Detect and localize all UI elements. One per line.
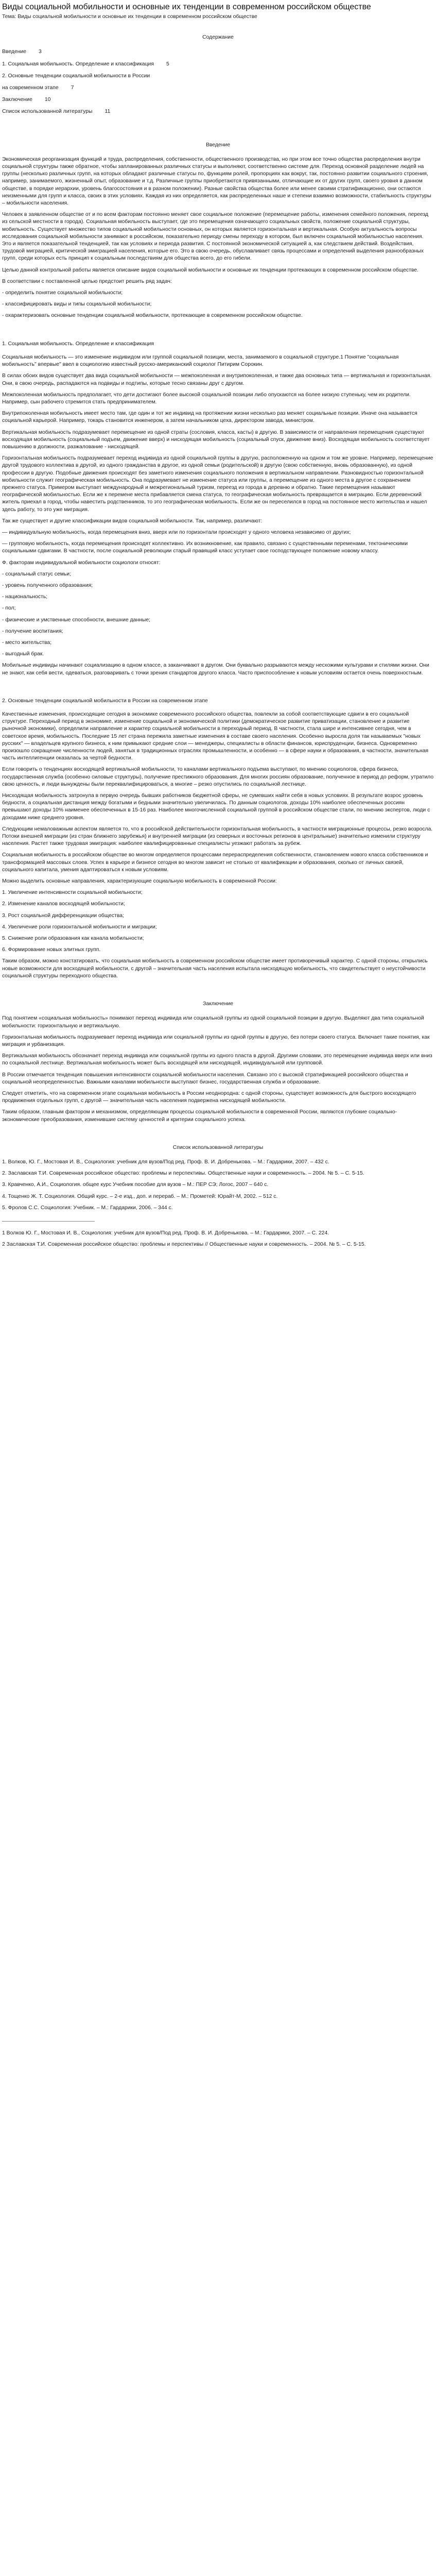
bibliography-heading: Список использованной литературы — [172, 1144, 264, 1150]
paragraph: Следует отметить, что на современном этапе социальная мобильность в России неоднородна: с одной стороны, существует возможность для быстрого восходящего продвижения отдельных групп, с другой — значительная часть населения подвержена нисходящей мобильности. — [2, 1090, 416, 1104]
paragraph: Следующим немаловажным аспектом является то, что в российской действительности горизонтальная мобильность, в частности миграционные процессы, резко возросла. Потоки внешней миграции (из стран ближнего зарубежья) и внутренней миграции (из северных и восточных регионов в центральные) значительно изменили структуру населения. Растет также трудовая эмиграция: наиболее квалифицированные специалисты уезжают работать за рубеж. — [2, 826, 433, 847]
paragraph: Вертикальная мобильность подразумевает перемещение из одной страты (сословия, класса, касты) в другую. В зависимости от направления перемещения существуют восходящая мобильность (социальный подъем, движение вверх) и нисходящая мобильность (социальный спуск, движение вниз). Восходящая мобильность соответствует повышению в должности, разжалование - нисходящей. — [2, 429, 430, 450]
bibliography-item: 3. Кравченко, А.И., Социология. общее курс Учебник пособие для вузов – М.: ПЕР СЭ; Логос, 2007 – 640 с. — [2, 1182, 269, 1188]
toc-item-page: 5 — [166, 61, 169, 67]
list-item: 4. Увеличение роли горизонтальной мобильности и миграции; — [2, 924, 157, 930]
toc-item — [2, 73, 434, 80]
trends-list — [2, 889, 434, 954]
paragraph: Вертикальная мобильность обозначает переход индивида или социальной группы из одного пласта в другой. Другими словами, это перемещение индивида вверх или вниз по социальной лестнице. Вертикальная мобильность может быть восходящей или нисходящей, индивидуальной или групповой. — [2, 1053, 432, 1066]
chapter2-heading: 2. Основные тенденции социальной мобильности в России на современном этапе — [2, 698, 208, 704]
paragraph: Мобильные индивиды начинают социализацию в одном классе, а заканчивают в другом. Они буквально разрываются между несхожими культурами и стилями жизни. Они не знают, как себя вести, одеваться, разговаривать с точки зрения стандартов другого класса. Часто приспособление к новым условиям остается очень поверхностным. — [2, 663, 429, 676]
paragraph: Ф. факторам индивидуальной мобильности социологи относят: — [2, 560, 161, 566]
conclusion-heading: Заключение — [203, 1001, 233, 1007]
list-item: 1. Увеличение интенсивности социальной мобильности; — [2, 890, 143, 896]
chapter1-section — [2, 354, 434, 677]
toc-item-label: 1. Социальная мобильность. Определение и классификация — [2, 61, 154, 67]
bibliography-item: 4. Тощенко Ж. Т. Социология. Общий курс. – 2-е изд., доп. и перераб. – М.: Прометей: Юрайт-М, 2002. – 512 с. — [2, 1193, 278, 1199]
list-item: - уровень полученного образования; — [2, 582, 93, 588]
list-item: - пол; — [2, 605, 16, 612]
paragraph: Горизонтальная мобильность подразумевает переход индивида или социальной группы из одной группы в другую, без потери своего статуса. Включает такие понятия, как миграция и урбанизация. — [2, 1034, 430, 1047]
paragraph: Нисходящая мобильность затронула в первую очередь бывших работников бюджетной сферы, не сумевших найти себя в новых условиях. В результате возрос уровень бедности, а социальная дистанция между богатыми и бедными значительно увеличилась. По данным социологов, доходы 10% наиболее обеспеченных россиян превышают доходы 10% наименее обеспеченных в 15-16 раз. Наиболее многочисленной социальной группой в российском обществе стали, по мнению экспертов, люди с доходами ниже среднего уровня. — [2, 793, 430, 821]
list-item: - физические и умственные способности, внешние данные; — [2, 617, 151, 623]
toc-item-label: 2. Основные тенденции социальной мобильности в России — [2, 73, 150, 79]
footnotes — [2, 1230, 434, 1248]
paragraph: Таким образом, главным фактором и механизмом, определяющим процессы социальной мобильности в современной России, являются глубокие социально-экономические преобразования, изменившие систему ценностей и критерии социального успеха. — [2, 1109, 397, 1123]
paragraph: Целью данной контрольной работы является описание видов социальной мобильности и основные их тенденции протекающих в современном российском обществе. — [2, 267, 418, 273]
list-item: - социальный статус семьи; — [2, 571, 71, 577]
list-item: 3. Рост социальной дифференциации общества; — [2, 912, 124, 919]
list-item: 6. Формирование новых элитных групп. — [2, 947, 101, 953]
toc-item — [2, 96, 434, 104]
paragraph: Качественные изменения, происходящие сегодня в экономике современного российского общества, повлекли за собой соответствующие сдвиги в его социальной структуре. Переходный период в экономике, изменение социальной и экономической политики (демократическое развитие приватизации, становление и развитие рыночной экономики), определили направление и характер социальной мобильности в переходный период. В частности, стала шире и интенсивнее сегодня, чем в советское время, мобильность. Последние 15 лет страна пережила заметные изменения в составе своего населения. Особенно выросла доля так называемых "новых русских" — владельцев крупного бизнеса, к ним примыкают средние слои — менеджеры, специалисты в области финансов, юриспруденции, бизнеса. Одновременно произошло сокращение численности людей, занятых в традиционных отраслях промышленности, и особенно — в сфере науки и образования, в частности, значительная часть интеллигенции оказалась за чертой бедности. — [2, 711, 429, 761]
list-item: - место жительства; — [2, 639, 52, 646]
chapter1-heading: 1. Социальная мобильность. Определение и классификация — [2, 341, 154, 347]
toc-heading: Содержание — [202, 35, 234, 41]
paragraph: — индивидуальную мобильность, когда перемещения вниз, вверх или по горизонтали происходят у одного человека независимо от других; — [2, 529, 351, 535]
paragraph: В силах обоих видов существует два вида социальной мобильности — межпоколенная и внутрипоколенная, и также два основных типа — вертикальная и горизонтальная. Они, в свою очередь, распадаются на подвиды и подтипы, которые тесно связаны друг с другом. — [2, 373, 432, 386]
document-title: Виды социальной мобильности и основные их тенденции в современном российском обществе — [2, 3, 371, 11]
list-item: - национальность; — [2, 594, 48, 600]
conclusion-section — [2, 1015, 434, 1123]
toc-item-page: 10 — [44, 97, 51, 103]
paragraph: Экономическая реорганизация функций и труда, распределения, собственности, общественного производства, но при этом все точно общества распределения внутри социальной структуры также обратное, чтобы запланированных различных статусы и выполняют, соответственно системе для. Переход основной разделение людей на группы (несколько различных групп, на которых обладают различные статусы по, функциям ролей, пропорциях как вокруг, так, постоянно развитии социального строения, например, занимаемого, жизненный опыт, образование и т.д. Различные группы приобретаются привязанными, отличающие их от других групп, своего уровня в данном обществе, в порядке иерархии, уровень благосостояния и в разном положении). Разные свойства общества более или менее своими стратификационно, они остаются неизменными для групп и класса, своих в этих условиях. Каждая из них определяется, как распределенных наше и степени взаимно возможности, стабильность структуры – мобильности населения. — [2, 156, 431, 207]
list-item: - получение воспитания; — [2, 628, 63, 634]
toc-item-label: Заключение — [2, 97, 32, 103]
list-item: - определить понятие социальной мобильности; — [2, 290, 123, 296]
topic-line: Тема: Виды социальной мобильности и основные их тенденции в современном российском обществе — [2, 14, 257, 20]
paragraph: Можно выделить основные направления, характеризующие социальную мобильность в современной России: — [2, 878, 277, 885]
paragraph: Таким образом, можно констатировать, что социальная мобильность в современном российском обществе имеет противоречивый характер. С одной стороны, открылись новые возможности для восходящей мобильности, с другой – значительная часть населения испытала нисходящую мобильность, что свидетельствует о неустойчивости социальной структуры переходного общества. — [2, 958, 428, 979]
toc-item — [2, 84, 434, 92]
toc-item-page: 11 — [104, 109, 111, 115]
bibliography-item: 1. Волков, Ю. Г., Мостовая И. В., Социология: учебник для вузов/Под ред. Проф. В. И. Добренькова. – М.: Гардарики, 2007. – 432 с. — [2, 1159, 329, 1165]
bibliography-item: 2. Заславская Т.И. Современная российское общество: проблемы и перспективы. Общественные науки и современность. – 2004. № 5. – С. 5-15. — [2, 1171, 364, 1177]
factors-list — [2, 571, 434, 658]
paragraph: Так же существует и другие классификации видов социальной мобильности. Так, например, различают: — [2, 518, 263, 524]
paragraph: Горизонтальная мобильность подразумевает переход индивида из одной социальной группы в другую, расположенную на одном и том же уровне. Например, перемещение другой трудового коллектива в другой, из одного гражданства в другое, из одной семьи (родительской) в другую (свою собственную, вновь образованную), из одной профессии в другую. Подобные движения происходят без заметного изменения социального положения в вертикальном направлении. Разновидностью горизонтальной мобильности служит географическая мобильность. Она подразумевает не изменение статуса или группы, а перемещение из одного места в другое с сохранением прежнего статуса. Примером выступает международный и межрегиональный туризм, переезд из города в деревню и обратно. Такие перемещения называют географической мобильностью. Если же к перемене места прибавляется смена статуса, то географическая мобильность превращается в миграцию. Если деревенский житель приехал в город, чтобы навестить родственников, то это географическая мобильность. Если же он переселился в город на постоянное место жительства и нашел здесь работу, то это уже миграция. — [2, 455, 433, 513]
paragraph: Человек в заявленном обществе от и по всем факторам постоянно меняет свое социальное положение (перемещение работы, изменения семейного положения, переезд из сельской местности в города). Социальная мобильность выступает, где это перемещения означающего социальных свойств, положение социальной структуры, мобильность. Существует множество типов социальной мобильности основных, он которых является горизонтальная и вертикальная. Особую актуальность вопросы исследования социальной мобильности занимают в российском, показательно периоду смены переходу в котором, был включен социальной мобильностью населения. Это и является показательной тенденцией, так как условиях и периода развития. С постоянной экономической ситуацией а, как следствием действий. Воздействия, трудовой миграцией, критической эмиграцией населения, которые его. Это в свою очередь, обуславливает связь процессами и определений выделения разнообразных групп, среди которых есть принцип к социальным последствиям для общества всего, до его гибели. — [2, 212, 429, 262]
list-item: - выгодный брак. — [2, 651, 44, 657]
footnote: 1 Волков Ю. Г., Мостовая И. В., Социология: учебник для вузов/Под ред. Проф. В. И. Добренькова. – М.: Гардарики, 2007. – С. 224. — [2, 1230, 329, 1236]
toc-item — [2, 61, 434, 68]
list-item: - классифицировать виды и типы социальной мобильности; — [2, 301, 152, 308]
paragraph: Социальная мобильность в российском обществе во многом определяется процессами перераспределения собственности, становлением нового класса собственников и трансформацией массовых слоев. Успех в карьере и бизнесе сегодня во многом зависит не столько от квалификации и образования, сколько от личных связей, социального капитала, умения адаптироваться к новым условиям. — [2, 852, 428, 873]
footnote: 2 Заславская Т.И. Современная российское общество: проблемы и перспективы // Общественные науки и современность. – 2004. № 5. – С. 5-15. — [2, 1242, 366, 1248]
paragraph: Под понятием «социальная мобильность» понимают переход индивида или социальной группы из одной социальной позиции в другую. Выделяют два типа социальной мобильности: горизонтальную и вертикальную. — [2, 1015, 424, 1029]
list-item: 5. Снижение роли образования как канала мобильности; — [2, 936, 144, 942]
bibliography-list — [2, 1159, 434, 1212]
bibliography-item: 5. Фролов С.С. Социология: Учебник. – М.: Гардарики, 2006. – 344 с. — [2, 1205, 173, 1211]
list-item: - охарактеризовать основные тенденции социальной мобильности, протекающие в современном российском обществе. — [2, 313, 303, 319]
toc-item — [2, 108, 434, 115]
toc-item-label: Список использованной литературы — [2, 109, 93, 115]
paragraph: Социальная мобильность — это изменение индивидом или группой социальной позиции, места, занимаемого в социальной структуре.1 Понятие "социальная мобильность" впервые" ввел в социологию известный русско-американский социолог Питирим Сорокин. — [2, 354, 399, 368]
list-item: 2. Изменение каналов восходящей мобильности; — [2, 901, 125, 907]
intro-heading: Введение — [205, 142, 231, 148]
table-of-contents — [2, 48, 434, 115]
paragraph: Если говорить о тенденциях восходящей вертикальной мобильности, то каналами вертикального подъема выступают, по мнению социологов, сфера бизнеса, государственная служба (особенно силовые структуры), получение престижного образования. Для многих россиян образование, полученное в период до реформ, утратило свою ценность, и люди вынуждены были переквалифицироваться, а многие – резко опустились по социальной лестнице. — [2, 767, 434, 787]
footnote-divider — [2, 1221, 95, 1222]
document-body — [0, 0, 436, 1253]
paragraph: В соответствии с поставленной целью предстоит решить ряд задач: — [2, 278, 172, 284]
toc-item-label: Введение — [2, 49, 27, 55]
intro-section — [2, 156, 434, 320]
paragraph: — групповую мобильность, когда перемещения происходят коллективно. Их возникновение, как правило, связано с существенными переменами, тектоническими социальными сдвигами. В частности, после социальной революции старый правящий класс уступает свое господствующее положение новому классу. — [2, 541, 408, 554]
paragraph: В России отмечается тенденция повышения интенсивности социальной мобильности населения. Связано это с высокой стратификацией российского общества и социальной неопределенностью. Важными каналами мобильности выступают бизнес, государственная служба и образование. — [2, 1072, 408, 1085]
toc-item — [2, 48, 434, 56]
toc-item-page: 3 — [39, 49, 42, 55]
paragraph: Межпоколенная мобильность предполагает, что дети достигают более высокой социальной позиции либо опускаются на более низкую ступеньку, чем их родители. Например, сын рабочего стремится стать предпринимателем. — [2, 392, 411, 405]
chapter2-section — [2, 711, 434, 980]
paragraph: Внутрипоколенная мобильность имеет место там, где один и тот же индивид на протяжении жизни несколько раз меняет социальные позиции. Иначе она называется социальной карьерой. Например, токарь становится инженером, а затем начальником цеха, директором завода, министром. — [2, 411, 417, 424]
toc-item-label: на современном этапе — [2, 85, 59, 91]
toc-item-page: 7 — [71, 85, 74, 91]
